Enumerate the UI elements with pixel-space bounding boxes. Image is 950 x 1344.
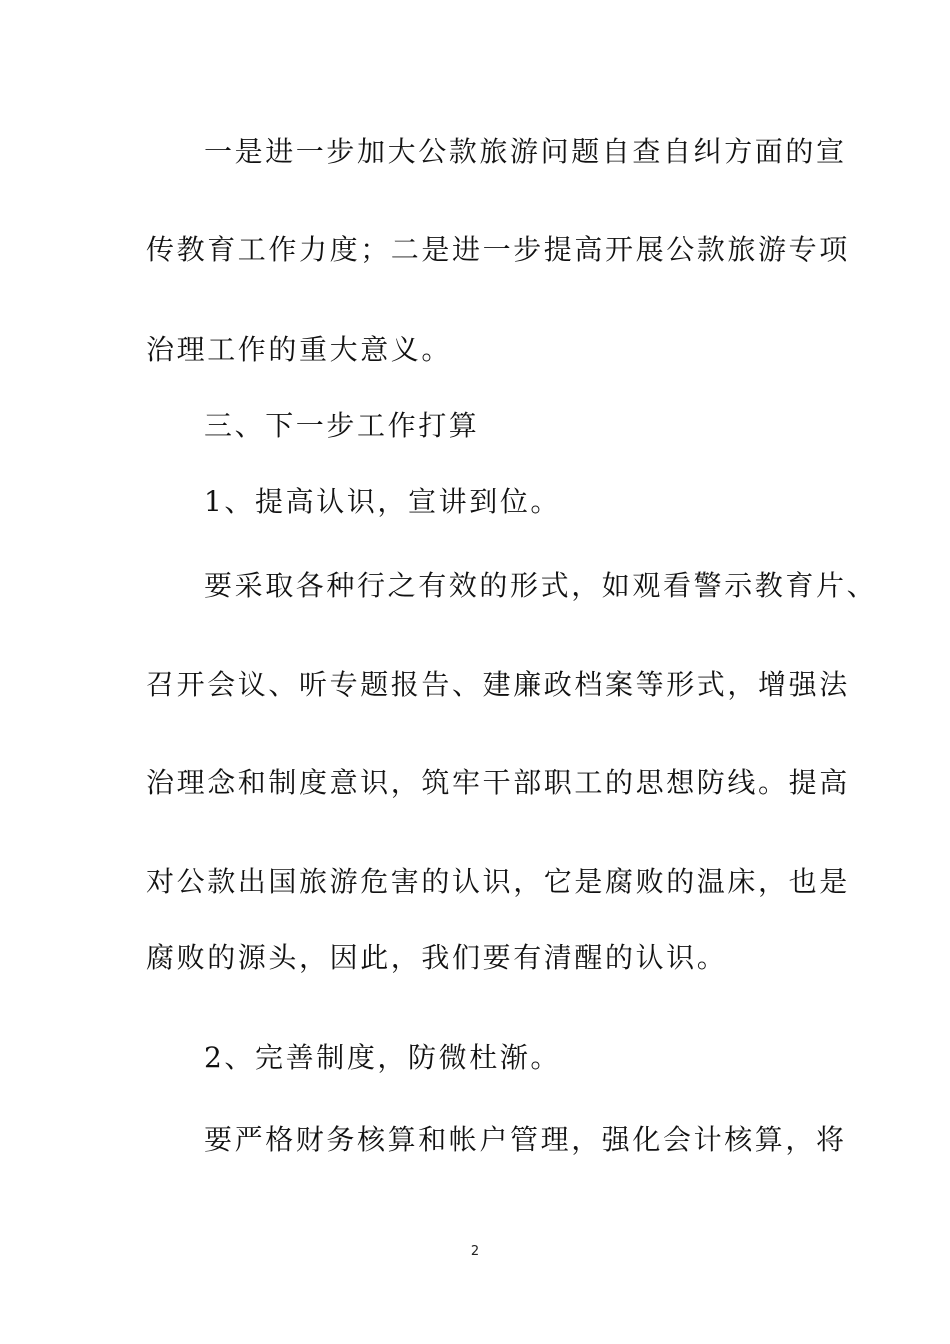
paragraph-line: 要严格财务核算和帐户管理，强化会计核算，将 xyxy=(204,1123,847,1156)
paragraph-line: 一是进一步加大公款旅游问题自查自纠方面的宣 xyxy=(204,135,847,168)
paragraph-line: 召开会议、听专题报告、建廉政档案等形式，增强法 xyxy=(146,668,850,701)
paragraph-line: 治理工作的重大意义。 xyxy=(146,333,453,366)
paragraph-line: 腐败的源头，因此，我们要有清醒的认识。 xyxy=(146,941,728,974)
paragraph-line: 传教育工作力度；二是进一步提高开展公款旅游专项 xyxy=(146,233,850,266)
paragraph-line: 对公款出国旅游危害的认识，它是腐败的温床，也是 xyxy=(146,865,850,898)
section-heading: 三、下一步工作打算 xyxy=(204,409,480,442)
page-number: 2 xyxy=(470,1244,480,1259)
paragraph-line: 要采取各种行之有效的形式，如观看警示教育片、 xyxy=(204,569,878,602)
subheading: 2、完善制度，防微杜渐。 xyxy=(204,1041,562,1074)
paragraph-line: 治理念和制度意识，筑牢干部职工的思想防线。提高 xyxy=(146,766,850,799)
subheading: 1、提高认识，宣讲到位。 xyxy=(204,485,562,518)
